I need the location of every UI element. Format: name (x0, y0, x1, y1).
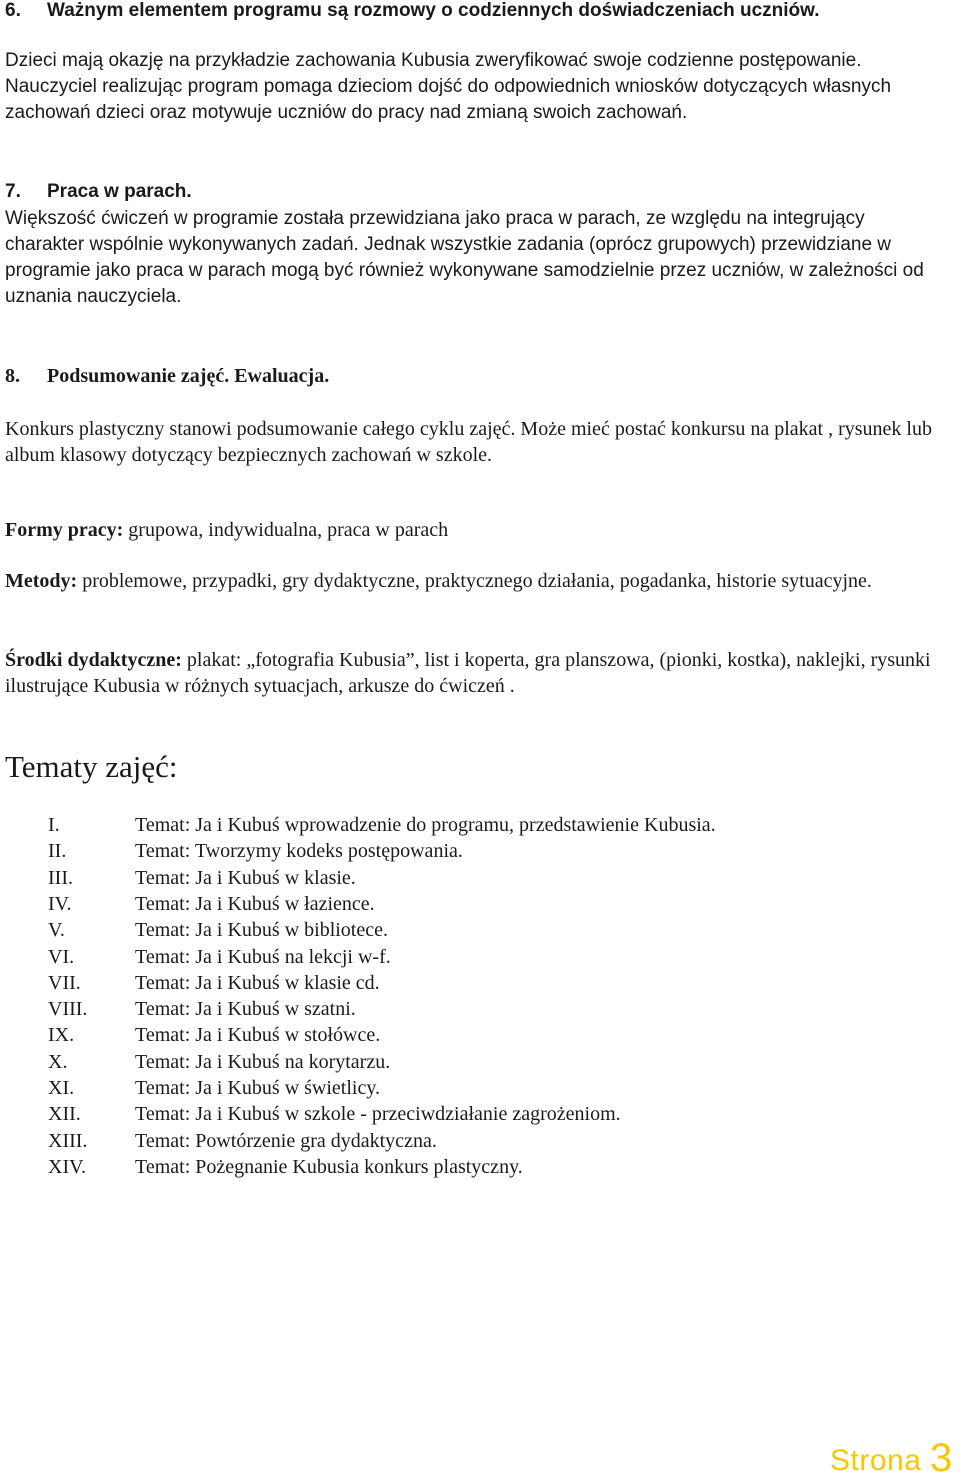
topics-title: Tematy zajęć: (5, 749, 178, 784)
topic-text: Temat: Ja i Kubuś w szatni. (135, 998, 356, 1021)
topic-text: Temat: Ja i Kubuś w szkole - przeciwdziałanie zagrożeniom. (135, 1103, 621, 1126)
topic-text: Temat: Powtórzenie gra dydaktyczna. (135, 1129, 437, 1152)
methods (5, 568, 935, 594)
topic-text: Temat: Ja i Kubuś w klasie cd. (135, 971, 380, 994)
section-7-title: Praca w parach. (47, 181, 192, 202)
section-6-heading (5, 0, 819, 22)
forms-text: grupowa, indywidualna, praca w parach (123, 519, 449, 541)
topic-number: XIII. (48, 1129, 88, 1152)
topic-number: VIII. (48, 998, 88, 1021)
topic-number: I. (48, 814, 60, 836)
topic-text: Temat: Ja i Kubuś w bibliotece. (135, 919, 388, 942)
topic-text: Temat: Pożegnanie Kubusia konkurs plastyczny. (135, 1155, 523, 1178)
section-8-number: 8. (5, 365, 20, 387)
footer-page-number: 3 (930, 1436, 953, 1480)
topic-text: Temat: Ja i Kubuś w świetlicy. (135, 1077, 381, 1099)
section-7-heading (5, 181, 192, 203)
methods-text: problemowe, przypadki, gry dydaktyczne, praktycznego działania, pogadanka, historie sytuacyjne. (77, 570, 872, 592)
topic-text: Temat: Ja i Kubuś w klasie. (135, 866, 356, 889)
forms-of-work (5, 517, 935, 543)
topic-number: VI. (48, 945, 75, 968)
topic-number: III. (48, 866, 73, 889)
footer-page-word: Strona (830, 1444, 922, 1477)
section-6-number: 6. (5, 0, 21, 21)
forms-label: Formy pracy: (5, 519, 124, 541)
topic-number: V. (48, 919, 65, 942)
section-6-title: Ważnym elementem programu są rozmowy o codziennych doświadczeniach uczniów. (47, 0, 820, 21)
topic-number: XIV. (48, 1155, 86, 1178)
topic-number: IV. (48, 892, 72, 915)
topic-number: VII. (48, 971, 81, 994)
section-7-number: 7. (5, 181, 21, 202)
topic-number: II. (48, 840, 67, 863)
section-8-title: Podsumowanie zajęć. Ewaluacja. (47, 365, 330, 387)
methods-label: Metody: (5, 570, 78, 592)
topic-text: Temat: Ja i Kubuś na korytarzu. (135, 1050, 391, 1073)
topic-text: Temat: Ja i Kubuś wprowadzenie do programu, przedstawienie Kubusia. (135, 814, 716, 836)
topic-number: IX. (48, 1024, 75, 1047)
teaching-aids (5, 647, 935, 699)
section-8-paragraph: Konkurs plastyczny stanowi podsumowanie całego cyklu zajęć. Może mieć postać konkursu na plakat , rysunek lub album klasowy dotyczący bezpiecznych zachowań w szkole. (5, 418, 932, 466)
aids-text: plakat: „fotografia Kubusia”, list i koperta, gra planszowa, (pionki, kostka), naklejki, rysunki ilustrujące Kubusia w różnych sytuacjach, arkusze do ćwiczeń . (5, 649, 931, 697)
aids-label: Środki dydaktyczne: (5, 649, 182, 671)
topic-text: Temat: Ja i Kubuś na lekcji w-f. (135, 945, 391, 968)
topic-text: Temat: Ja i Kubuś w łazience. (135, 892, 375, 915)
topic-text: Temat: Ja i Kubuś w stołówce. (135, 1024, 381, 1047)
topic-number: XII. (48, 1103, 81, 1126)
section-7-paragraph: Większość ćwiczeń w programie została przewidziana jako praca w parach, ze względu na integrujący charakter wspólnie wykonywanych zadań. Jednak wszystkie zadania (oprócz grupowych) przewidziane w programie jako praca w parach mogą być również wykonywane samodzielnie przez uczniów, w zależności od uznania nauczyciela. (5, 208, 924, 307)
section-8-heading (5, 365, 329, 388)
section-6-paragraph: Dzieci mają okazję na przykładzie zachowania Kubusia zweryfikować swoje codzienne postępowanie. Nauczyciel realizując program pomaga dzieciom dojść do odpowiednich wniosków dotyczących własnych zachowań dzieci oraz motywuje uczniów do pracy nad zmianą swoich zachowań. (5, 50, 892, 123)
topic-number: XI. (48, 1077, 75, 1099)
topic-text: Temat: Tworzymy kodeks postępowania. (135, 840, 463, 863)
topic-number: X. (48, 1050, 68, 1073)
